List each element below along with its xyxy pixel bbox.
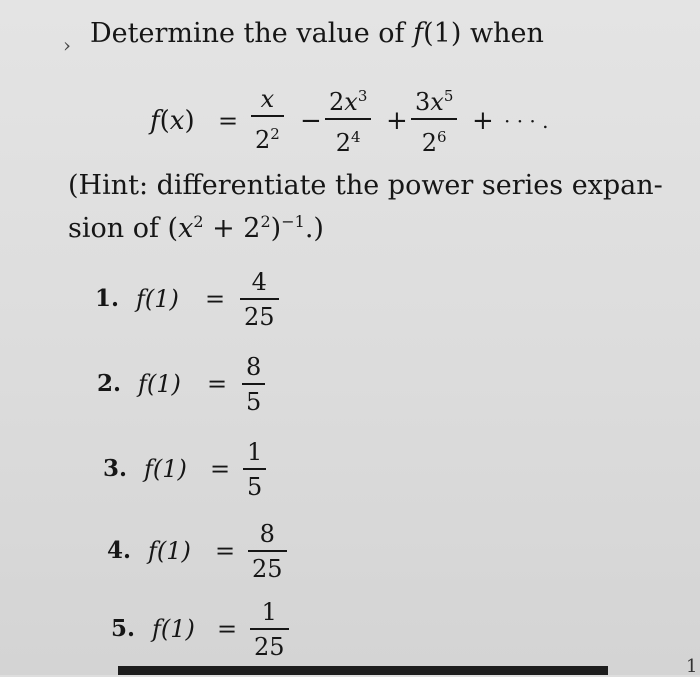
option-label: 4. bbox=[107, 537, 132, 564]
option-fraction: 8 25 bbox=[248, 520, 287, 583]
option-fraction: 1 25 bbox=[250, 598, 289, 661]
equation-op-minus: − bbox=[300, 106, 322, 136]
option-label: 1. bbox=[95, 285, 120, 312]
option-lhs: f(1) bbox=[138, 370, 181, 398]
equation-term-1: x $2^2$ bbox=[251, 85, 284, 154]
option-equals: = bbox=[205, 285, 226, 313]
option-label: 3. bbox=[103, 455, 128, 482]
question-text: Determine the value of f(1) when bbox=[90, 18, 544, 49]
option-fraction: 1 5 bbox=[243, 438, 266, 501]
option-fraction: 4 25 bbox=[240, 268, 279, 331]
bullet-marker: › bbox=[63, 33, 71, 57]
bottom-divider bbox=[118, 666, 608, 675]
equation-term-2: $2x^3$ $2^4$ bbox=[325, 82, 371, 157]
option-lhs: f(1) bbox=[144, 455, 187, 483]
option-lhs: f(1) bbox=[148, 537, 191, 565]
equation-term-3: $3x^5$ $2^6$ bbox=[411, 82, 457, 157]
option-lhs: f(1) bbox=[152, 615, 195, 643]
equation-ellipsis: · · · . bbox=[504, 109, 549, 133]
option-equals: = bbox=[210, 455, 231, 483]
equation-op-plus-2: + bbox=[472, 106, 494, 136]
equation-lhs: f(x) bbox=[150, 106, 195, 136]
hint-line-2: sion of $(x^2 + 2^2)^{-1}$.) bbox=[68, 212, 324, 244]
option-equals: = bbox=[215, 537, 236, 565]
corner-mark: 1 bbox=[686, 656, 698, 677]
option-equals: = bbox=[207, 370, 228, 398]
equation-equals: = bbox=[218, 107, 239, 135]
option-label: 2. bbox=[97, 370, 122, 397]
hint-line-1: (Hint: differentiate the power series expan- bbox=[68, 170, 663, 201]
option-equals: = bbox=[217, 615, 238, 643]
equation-op-plus-1: + bbox=[386, 106, 408, 136]
option-lhs: f(1) bbox=[136, 285, 179, 313]
option-label: 5. bbox=[111, 615, 136, 642]
option-fraction: 8 5 bbox=[242, 353, 265, 416]
